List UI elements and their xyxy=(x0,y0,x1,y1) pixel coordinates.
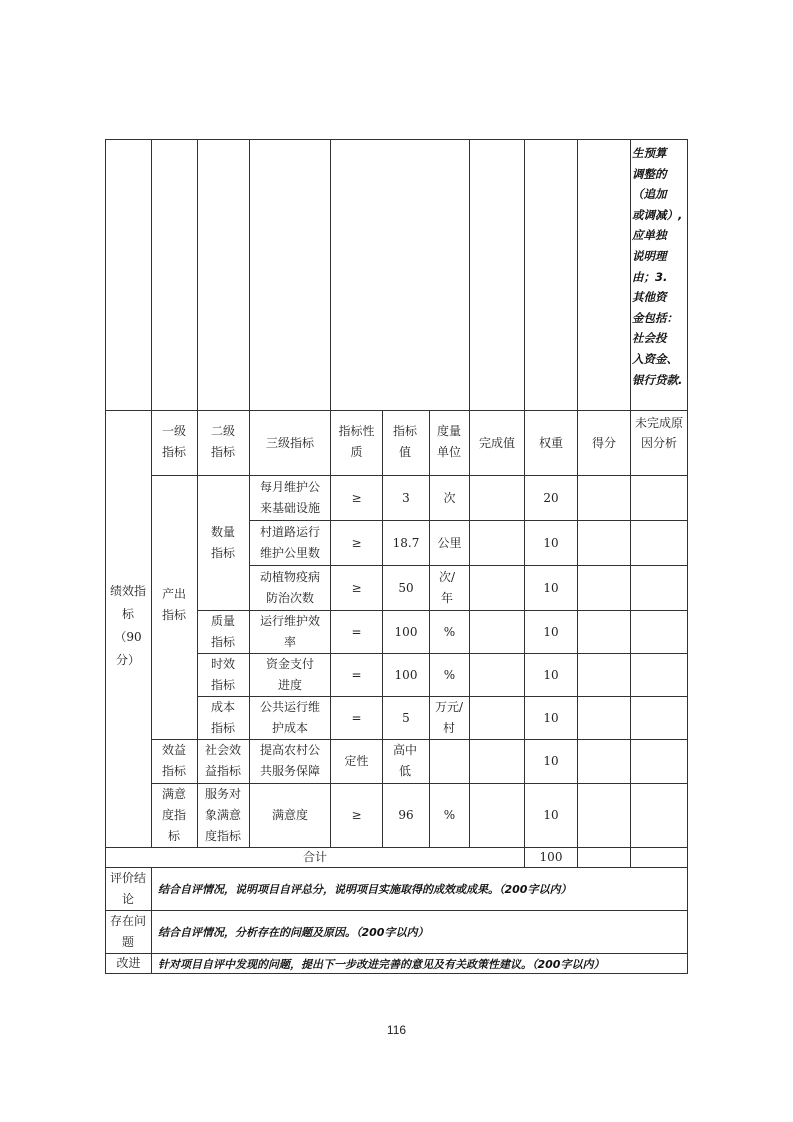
table-row-1-name: 每月维护公来基础设施 xyxy=(259,480,320,515)
improvement-text: 针对项目自评中发现的问题，提出下一步改进完善的意见及有关政策性建议。（200字以内） xyxy=(158,957,605,971)
output-indicators-label: 产出指标 xyxy=(161,587,186,622)
table-row-5-weight: 10 xyxy=(543,667,559,682)
total-label: 合计 xyxy=(302,850,327,864)
table-row-5-unit: % xyxy=(443,667,456,682)
table-row-6-l2: 成本指标 xyxy=(210,700,235,735)
table-row-4-l2: 质量指标 xyxy=(210,614,235,649)
table-row-3-unit: 次/年 xyxy=(438,570,456,605)
header-weight: 权重 xyxy=(538,435,563,450)
evaluation-conclusion-text: 结合自评情况，说明项目自评总分，说明项目实施取得的成效或成果。（200字以内） xyxy=(158,883,572,896)
header-level1: 一级指标 xyxy=(161,424,186,459)
table-row-8-name: 满意度 xyxy=(271,808,308,822)
table-row-7-l1: 效益指标 xyxy=(161,743,186,778)
table-row-1-weight: 20 xyxy=(543,490,559,505)
table-row-2-value: 18.7 xyxy=(392,535,420,550)
table-row-1-unit: 次 xyxy=(443,490,456,505)
table-row-5-value: 100 xyxy=(394,667,418,682)
header-score: 得分 xyxy=(591,435,616,450)
evaluation-conclusion-label: 评价结论 xyxy=(110,871,147,906)
table-row-7-weight: 10 xyxy=(543,754,559,768)
table-row-2-unit: 公里 xyxy=(437,535,462,550)
table-row-5-l2: 时效指标 xyxy=(210,657,235,692)
table-row-7-l2: 社会效益指标 xyxy=(205,743,242,778)
page-number: 116 xyxy=(386,1023,407,1037)
table-row-4-name: 运行维护效率 xyxy=(259,614,320,649)
quantity-indicators-label: 数量指标 xyxy=(210,525,235,560)
improvement-label: 改进 xyxy=(116,956,141,970)
table-row-3-name: 动植物疫病防治次数 xyxy=(259,570,320,605)
table-row-1-op: ≥ xyxy=(351,490,362,505)
table-row-1-value: 3 xyxy=(402,490,410,505)
existing-problems-label: 存在问题 xyxy=(110,914,147,949)
table-row-6-weight: 10 xyxy=(543,710,559,725)
header-nature: 指标性质 xyxy=(338,424,375,459)
table-row-5-name: 资金支付进度 xyxy=(265,657,314,692)
table-row-8-value: 96 xyxy=(398,808,414,822)
table-row-4-weight: 10 xyxy=(543,624,559,639)
table-row-2-weight: 10 xyxy=(543,535,559,550)
table-row-3-weight: 10 xyxy=(543,580,559,595)
table-row-8-unit: % xyxy=(443,808,456,822)
budget-adjustment-note: 生预算 调整的 （追加 或调减）, 应单独 说明理 由；3. 其他资 金包括： 社会投 入资金、 银行贷款. xyxy=(632,146,683,387)
header-level3: 三级指标 xyxy=(265,435,314,450)
table-row-7-nature: 定性 xyxy=(344,754,369,768)
header-value: 指标值 xyxy=(392,424,417,459)
header-level2: 二级指标 xyxy=(210,424,235,459)
table-row-7-value: 高中低 xyxy=(392,743,417,778)
table-row-8-l1: 满意度指标 xyxy=(161,787,186,843)
existing-problems-text: 结合自评情况，分析存在的问题及原因。（200字以内） xyxy=(158,926,429,939)
table-row-8-weight: 10 xyxy=(543,808,559,822)
performance-indicators-label: 绩效指标（90分） xyxy=(110,584,147,667)
header-unit: 度量单位 xyxy=(436,424,461,459)
total-weight: 100 xyxy=(539,850,563,864)
table-row-6-name: 公共运行维护成本 xyxy=(259,700,320,735)
table-row-3-value: 50 xyxy=(398,580,414,595)
table-row-6-value: 5 xyxy=(402,710,410,725)
header-reason: 未完成原因分析 xyxy=(635,416,684,450)
header-actual: 完成值 xyxy=(478,435,515,450)
table-row-4-value: 100 xyxy=(394,624,418,639)
table-row-7-name: 提高农村公共服务保障 xyxy=(259,743,320,778)
table-row-4-op: = xyxy=(351,624,362,639)
table-row-8-l2: 服务对象满意度指标 xyxy=(205,787,242,843)
table-row-2-op: ≥ xyxy=(351,535,362,550)
table-row-4-unit: % xyxy=(443,624,456,639)
table-row-2-name: 村道路运行维护公里数 xyxy=(259,525,320,560)
table-row-6-unit: 万元/村 xyxy=(434,700,464,735)
table-row-6-op: = xyxy=(351,710,362,725)
table-row-8-op: ≥ xyxy=(351,808,362,822)
table-row-5-op: = xyxy=(351,667,362,682)
table-row-3-op: ≥ xyxy=(351,580,362,595)
